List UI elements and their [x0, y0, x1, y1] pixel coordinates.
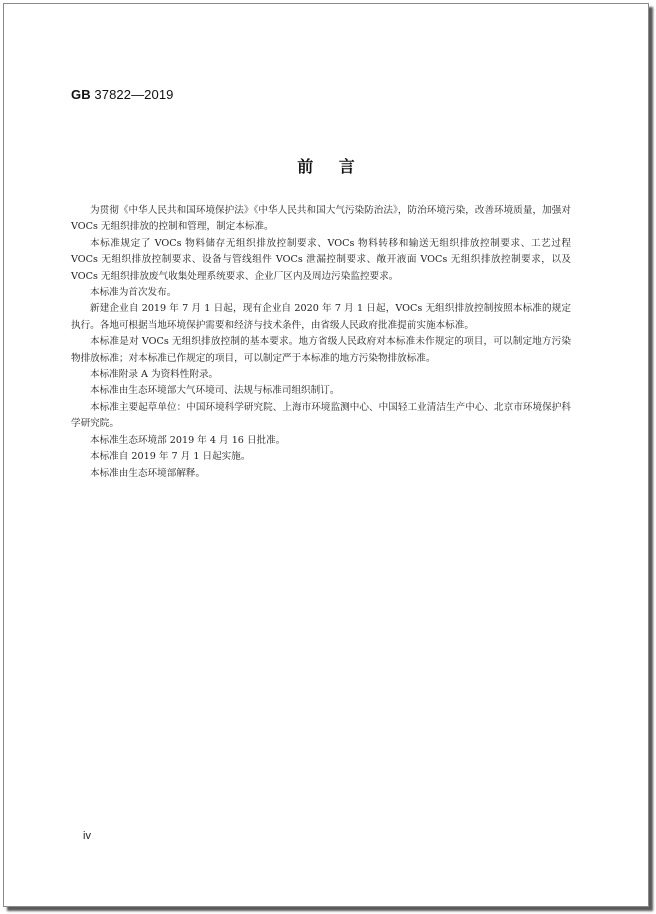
- standard-number: [71, 87, 174, 102]
- paragraph: 本标准为首次发布。: [90, 287, 177, 299]
- paragraph: 新建企业自 2019 年 7 月 1 日起，现有企业自 2020 年 7 月 1 日起，VOCs 无组织排放控制按照本标准的规定执行。各地可根据当地环境保护需要和经济与技术条件，由省级人民政府批准提前实施本标准。: [71, 303, 571, 331]
- paragraph: 本标准自 2019 年 7 月 1 日起实施。: [90, 451, 251, 463]
- paragraph: 本标准附录 A 为资料性附录。: [90, 369, 219, 381]
- paragraph: 本标准由生态环境部解释。: [90, 467, 206, 479]
- page-title: 前 言: [297, 157, 365, 176]
- paragraph: 本标准规定了 VOCs 物料储存无组织排放控制要求、VOCs 物料转移和输送无组织排放控制要求、工艺过程 VOCs 无组织排放控制要求、设备与管线组件 VOCs 泄漏控制要求、敞开液面 VOCs 无组织排放控制要求，以及 VOCs 无组织排放废气收集处理系统要求、企业厂区内及周边污染监控要求。: [71, 237, 571, 282]
- paragraph: 本标准主要起草单位：中国环境科学研究院、上海市环境监测中心、中国轻工业清洁生产中心、北京市环境保护科学研究院。: [71, 401, 571, 430]
- paragraph: 本标准生态环境部 2019 年 4 月 16 日批准。: [90, 434, 286, 446]
- standard-prefix: GB: [71, 87, 91, 102]
- paragraph: 为贯彻《中华人民共和国环境保护法》《中华人民共和国大气污染防治法》，防治环境污染，改善环境质量，加强对 VOCs 无组织排放的控制和管理，制定本标准。: [71, 205, 571, 233]
- paragraph: 本标准是对 VOCs 无组织排放控制的基本要求。地方省级人民政府对本标准未作规定的项目，可以制定地方污染物排放标准；对本标准已作规定的项目，可以制定严于本标准的地方污染物排放标准。: [71, 336, 571, 364]
- page-number: iv: [83, 830, 91, 842]
- foreword-body: [71, 203, 571, 482]
- standard-code: 37822—2019: [94, 87, 174, 102]
- document-page: [3, 3, 649, 907]
- paragraph: 本标准由生态环境部大气环境司、法规与标准司组织制订。: [90, 385, 340, 397]
